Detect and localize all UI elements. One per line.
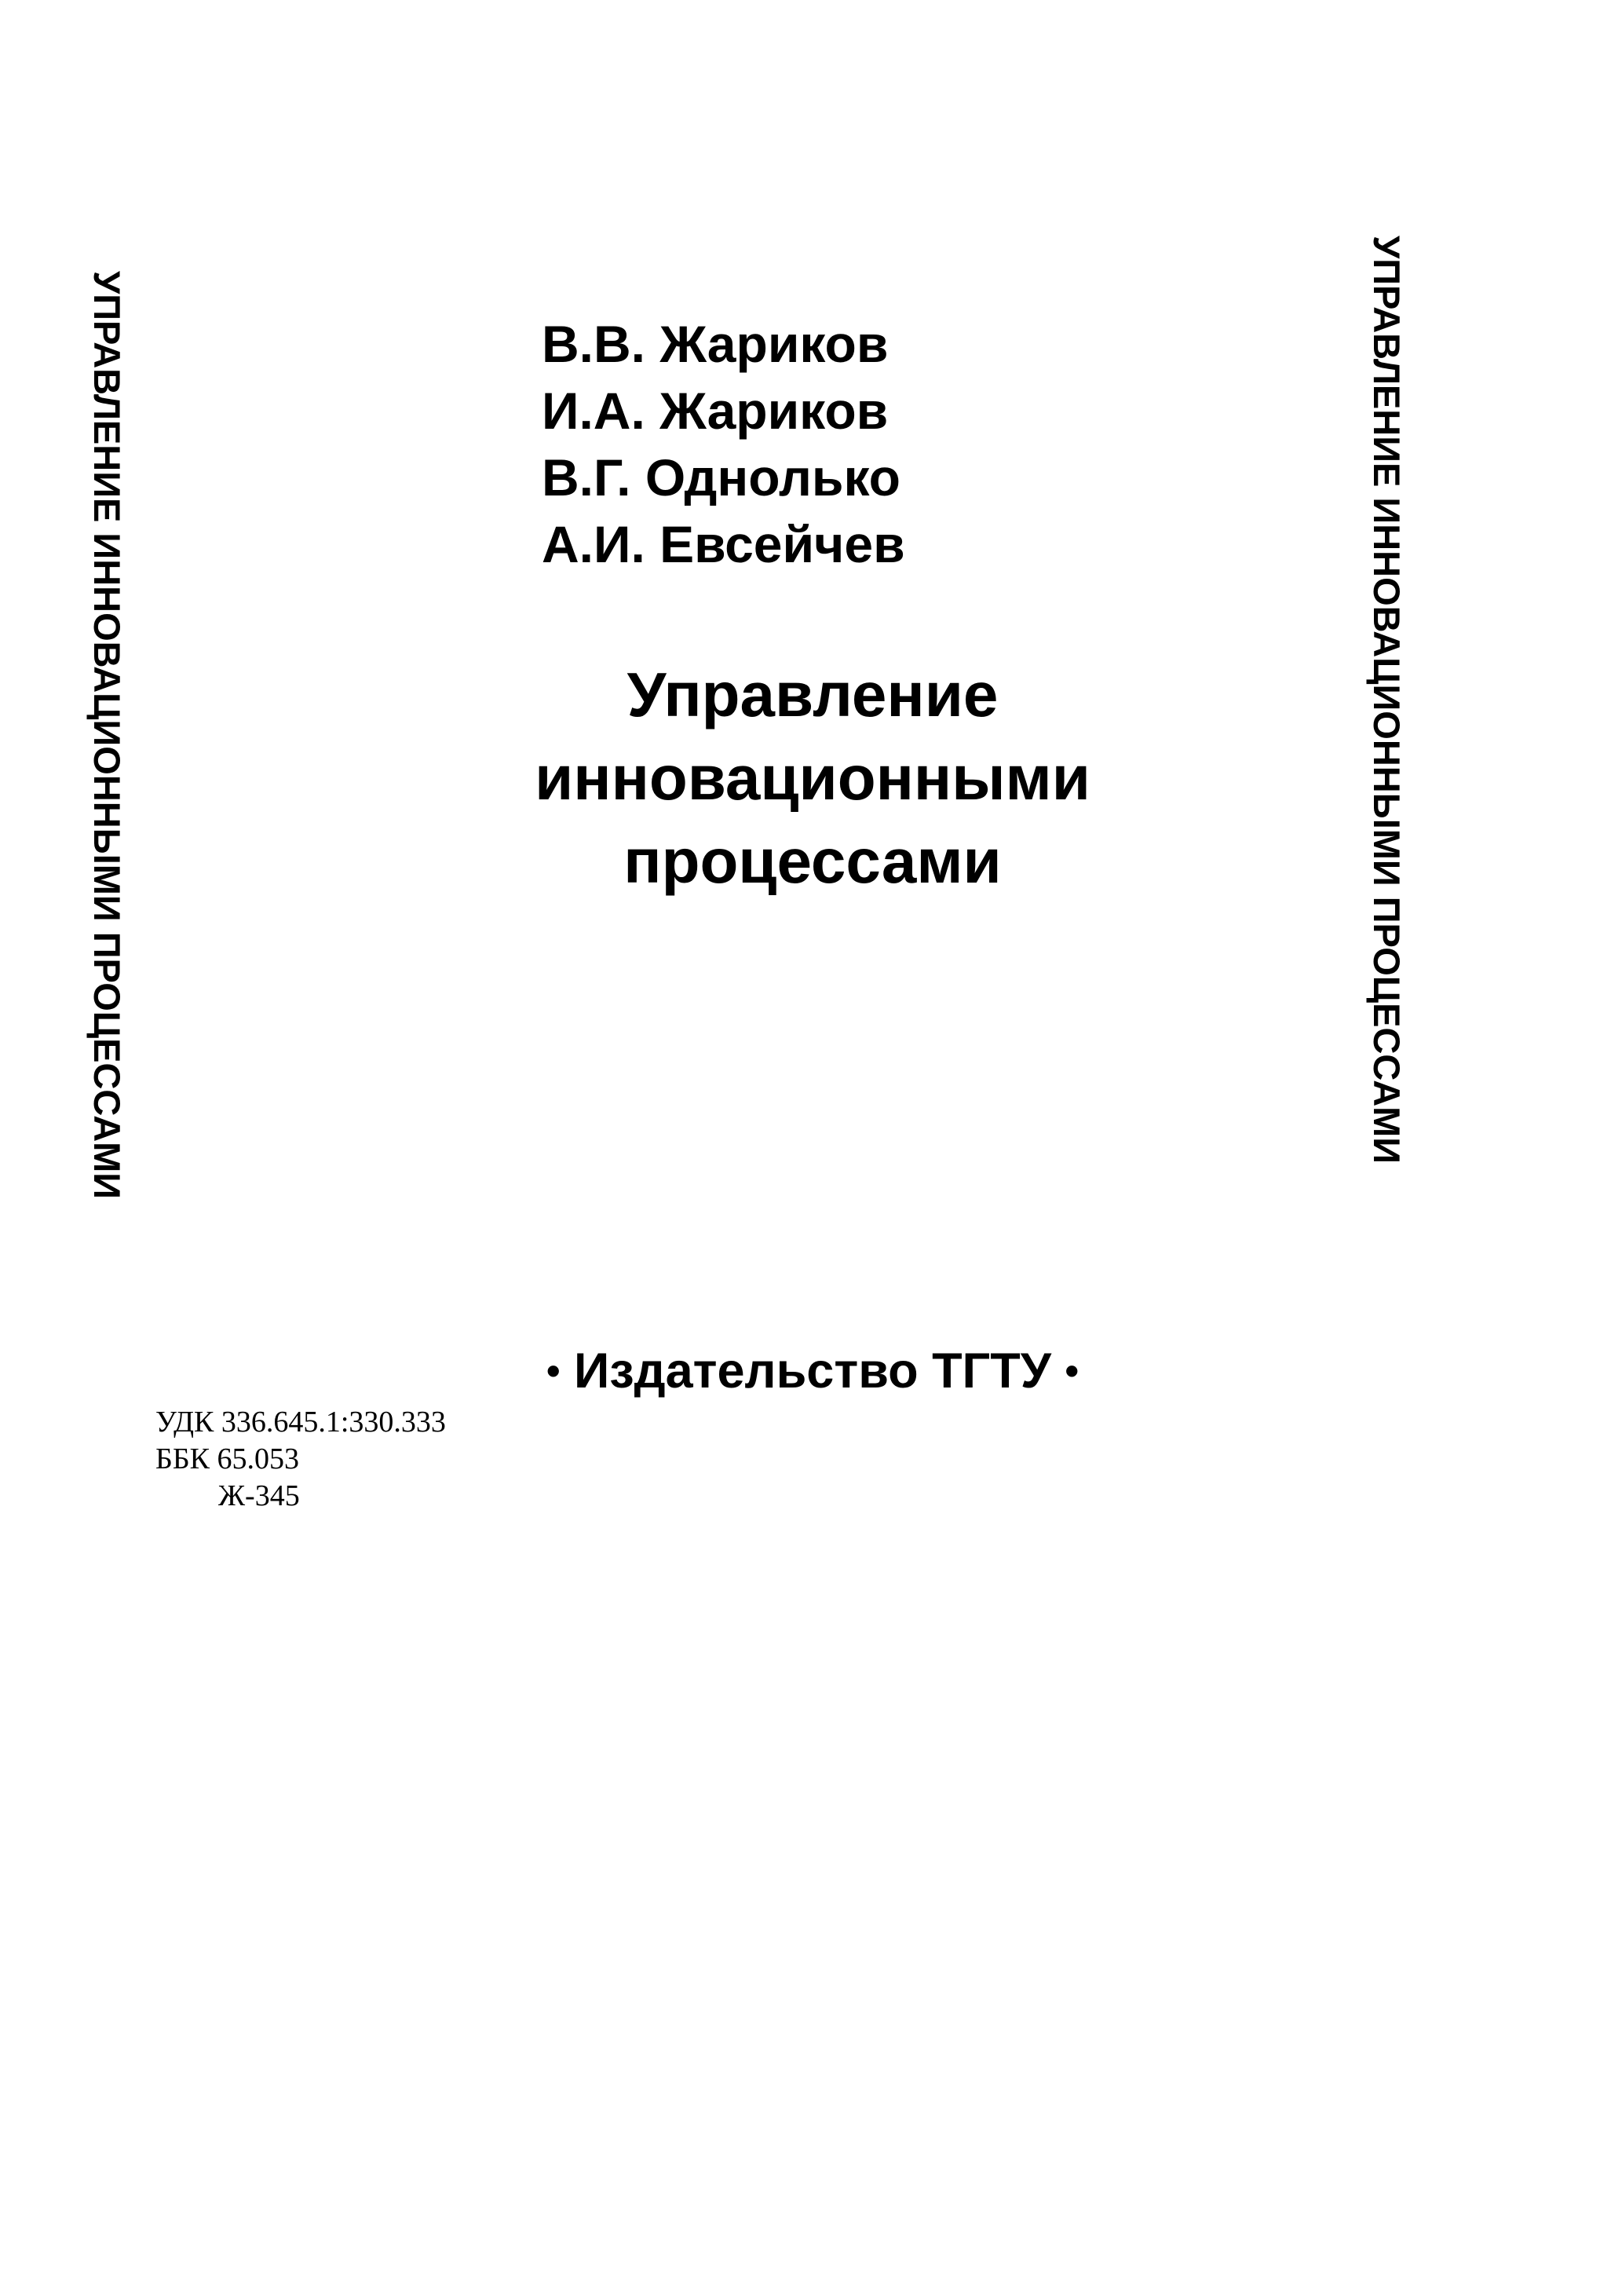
publisher-line [440,1344,1185,1398]
author-name: И.А. Жариков [542,382,889,440]
bbk-code: ББК 65.053 [155,1442,299,1475]
author-mark: Ж-345 [218,1479,300,1512]
classification-codes [155,1404,446,1515]
bullet-icon: • [546,1349,561,1394]
author-name: В.В. Жариков [542,315,889,373]
author-name: А.И. Евсейчев [542,515,905,573]
authors-list [542,315,905,585]
book-title-line: Управление [627,660,999,729]
book-title-line: инновационными [535,743,1090,813]
author-name: В.Г. Однолько [542,448,901,506]
spine-title-left: УПРАВЛЕНИЕ ИННОВАЦИОННЫМИ ПРОЦЕССАМИ [86,271,128,1200]
book-title-line: процессами [623,826,1002,896]
bullet-icon: • [1065,1349,1079,1394]
book-title [440,653,1185,903]
spine-title-right: УПРАВЛЕНИЕ ИННОВАЦИОННЫМИ ПРОЦЕССАМИ [1366,236,1408,1164]
udk-code: УДК 336.645.1:330.333 [155,1406,446,1439]
publisher-name: Издательство ТГТУ [574,1344,1051,1398]
